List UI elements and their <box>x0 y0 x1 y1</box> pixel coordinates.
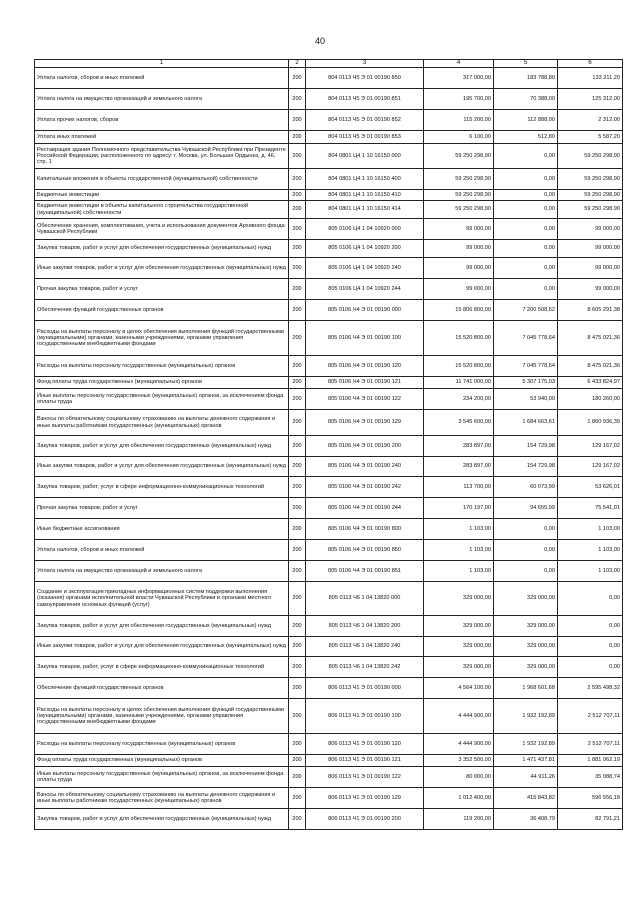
row-remaining: 99 000,00 <box>558 240 623 258</box>
table-row <box>35 788 623 809</box>
row-remaining: 99 000,00 <box>558 279 623 300</box>
row-remaining: 1 103,00 <box>558 519 623 540</box>
row-approved: 113 700,00 <box>424 477 494 498</box>
row-name: Иные бюджетные ассигнования <box>35 519 289 540</box>
row-remaining: 53 626,01 <box>558 477 623 498</box>
row-executed: 1 684 663,61 <box>494 410 558 436</box>
row-kbk: 805 0106 Ч4 Э 01 00190 120 <box>306 356 424 377</box>
row-name: Иные закупки товаров, работ и услуг для обеспечения государственных (муниципальных) нужд <box>35 457 289 477</box>
row-kbk: 804 0113 Ч5 Э 01 00190 851 <box>306 89 424 110</box>
row-code: 200 <box>289 144 306 169</box>
row-remaining: 59 250 298,90 <box>558 144 623 169</box>
row-kbk: 805 0106 Ч4 Э 01 00190 240 <box>306 457 424 477</box>
row-remaining: 6 433 824,97 <box>558 377 623 389</box>
row-kbk: 804 0801 Ц4 1 10 16150 410 <box>306 190 424 201</box>
row-approved: 329 000,00 <box>424 616 494 637</box>
row-remaining: 0,00 <box>558 616 623 637</box>
row-code: 200 <box>289 755 306 767</box>
row-kbk: 806 0113 Ч1 Э 01 00190 000 <box>306 678 424 699</box>
row-code: 200 <box>289 616 306 637</box>
row-remaining: 129 167,02 <box>558 436 623 457</box>
row-executed: 329 000,00 <box>494 657 558 678</box>
row-kbk: 804 0801 Ц4 1 10 16150 414 <box>306 201 424 219</box>
row-approved: 1 103,00 <box>424 561 494 582</box>
row-code: 200 <box>289 678 306 699</box>
row-kbk: 805 0106 Ч4 Э 01 00190 000 <box>306 300 424 321</box>
row-name: Обеспечение функций государственных органов <box>35 300 289 321</box>
row-executed: 0,00 <box>494 144 558 169</box>
row-name: Расходы на выплаты персоналу в целях обеспечения выполнения функций государственными (муниципальными) органами, казенными учреждениями, органами управления государственными внебюджетными фондами <box>35 321 289 356</box>
row-approved: 80 000,00 <box>424 767 494 788</box>
row-kbk: 805 0106 Ч4 Э 01 00190 851 <box>306 561 424 582</box>
row-code: 200 <box>289 410 306 436</box>
row-approved: 3 352 500,00 <box>424 755 494 767</box>
row-approved: 15 520 800,00 <box>424 321 494 356</box>
row-remaining: 35 088,74 <box>558 767 623 788</box>
row-executed: 1 932 192,89 <box>494 699 558 734</box>
row-remaining: 180 260,00 <box>558 389 623 410</box>
table-row <box>35 809 623 830</box>
row-approved: 1 012 400,00 <box>424 788 494 809</box>
row-name: Фонд оплаты труда государственных (муниципальных) органов <box>35 377 289 389</box>
row-name: Иные закупки товаров, работ и услуг для обеспечения государственных (муниципальных) нужд <box>35 637 289 657</box>
row-name: Фонд оплаты труда государственных (муниципальных) органов <box>35 755 289 767</box>
row-remaining: 5 587,20 <box>558 131 623 144</box>
table-row <box>35 389 623 410</box>
row-approved: 170 197,00 <box>424 498 494 519</box>
row-remaining: 99 000,00 <box>558 258 623 279</box>
row-executed: 329 000,00 <box>494 637 558 657</box>
table-row <box>35 498 623 519</box>
row-approved: 4 444 900,00 <box>424 699 494 734</box>
row-kbk: 806 0113 Ч1 Э 01 00190 120 <box>306 734 424 755</box>
row-name: Расходы на выплаты персоналу в целях обеспечения выполнения функций государственными (муниципальными) органами, казенными учреждениями, органами управления государственными внебюджетными фондами <box>35 699 289 734</box>
row-name: Взносы по обязательному социальному страхованию на выплаты денежного содержания и иные выплаты работникам государственных (муниципальных) органов <box>35 410 289 436</box>
row-name: Обеспечение хранения, комплектования, учета и использования документов Архивного фонда Чувашской Республики <box>35 219 289 240</box>
row-executed: 154 729,98 <box>494 457 558 477</box>
row-approved: 317 000,00 <box>424 68 494 89</box>
row-kbk: 805 0106 Ц4 1 04 10920 240 <box>306 258 424 279</box>
row-remaining: 1 103,00 <box>558 561 623 582</box>
row-code: 200 <box>289 457 306 477</box>
row-remaining: 125 312,00 <box>558 89 623 110</box>
table-row <box>35 436 623 457</box>
row-executed: 112 888,00 <box>494 110 558 131</box>
row-approved: 99 000,00 <box>424 258 494 279</box>
row-executed: 0,00 <box>494 561 558 582</box>
table-row <box>35 678 623 699</box>
row-code: 200 <box>289 300 306 321</box>
column-header: 5 <box>494 60 558 68</box>
row-remaining: 2 512 707,11 <box>558 734 623 755</box>
row-approved: 115 200,00 <box>424 110 494 131</box>
row-remaining: 75 541,01 <box>558 498 623 519</box>
row-executed: 1 932 192,89 <box>494 734 558 755</box>
row-kbk: 805 0106 Ч4 Э 01 00190 129 <box>306 410 424 436</box>
row-remaining: 2 312,00 <box>558 110 623 131</box>
row-executed: 0,00 <box>494 258 558 279</box>
row-executed: 70 388,00 <box>494 89 558 110</box>
table-row <box>35 240 623 258</box>
row-name: Иные выплаты персоналу государственных (муниципальных) органов, за исключением фонда оплаты труда <box>35 767 289 788</box>
row-name: Уплата прочих налогов, сборов <box>35 110 289 131</box>
row-code: 200 <box>289 279 306 300</box>
table-row <box>35 540 623 561</box>
table-row <box>35 637 623 657</box>
column-header: 3 <box>306 60 424 68</box>
row-code: 200 <box>289 89 306 110</box>
table-row <box>35 519 623 540</box>
row-executed: 0,00 <box>494 540 558 561</box>
row-kbk: 805 0106 Ч4 Э 01 00190 244 <box>306 498 424 519</box>
row-executed: 183 788,80 <box>494 68 558 89</box>
row-code: 200 <box>289 809 306 830</box>
row-kbk: 805 0113 Ч6 1 04 13820 200 <box>306 616 424 637</box>
row-approved: 1 103,00 <box>424 519 494 540</box>
row-kbk: 804 0801 Ц4 1 10 16150 400 <box>306 169 424 190</box>
budget-execution-table <box>34 59 623 830</box>
table-row <box>35 561 623 582</box>
row-kbk: 805 0106 Ц4 1 04 10920 200 <box>306 240 424 258</box>
row-remaining: 1 103,00 <box>558 540 623 561</box>
row-executed: 512,80 <box>494 131 558 144</box>
row-executed: 329 000,00 <box>494 616 558 637</box>
table-row <box>35 190 623 201</box>
row-name: Закупка товаров, работ и услуг для обеспечения государственных (муниципальных) нужд <box>35 436 289 457</box>
row-executed: 1 968 601,68 <box>494 678 558 699</box>
row-name: Закупка товаров, работ и услуг для обеспечения государственных (муниципальных) нужд <box>35 809 289 830</box>
row-remaining: 0,00 <box>558 582 623 616</box>
row-code: 200 <box>289 561 306 582</box>
table-row <box>35 300 623 321</box>
row-kbk: 805 0113 Ч6 1 04 13820 242 <box>306 657 424 678</box>
row-executed: 94 655,99 <box>494 498 558 519</box>
row-approved: 283 897,00 <box>424 436 494 457</box>
row-kbk: 806 0113 Ч1 Э 01 00190 129 <box>306 788 424 809</box>
row-kbk: 805 0106 Ч4 Э 01 00190 100 <box>306 321 424 356</box>
row-name: Бюджетные инвестиции в объекты капитального строительства государственной (муниципальной) собственности <box>35 201 289 219</box>
row-code: 200 <box>289 169 306 190</box>
row-name: Закупка товаров, работ, услуг в сфере информационно-коммуникационных технологий <box>35 477 289 498</box>
row-approved: 283 897,00 <box>424 457 494 477</box>
table-row <box>35 457 623 477</box>
row-name: Уплата налогов, сборов и иных платежей <box>35 68 289 89</box>
table-row <box>35 68 623 89</box>
row-approved: 59 250 298,90 <box>424 201 494 219</box>
row-executed: 7 200 508,62 <box>494 300 558 321</box>
table-row <box>35 258 623 279</box>
row-remaining: 1 881 062,19 <box>558 755 623 767</box>
table-row <box>35 377 623 389</box>
row-remaining: 99 000,00 <box>558 219 623 240</box>
row-code: 200 <box>289 377 306 389</box>
row-approved: 329 000,00 <box>424 657 494 678</box>
row-remaining: 0,00 <box>558 657 623 678</box>
row-approved: 15 520 800,00 <box>424 356 494 377</box>
row-remaining: 2 512 707,11 <box>558 699 623 734</box>
row-code: 200 <box>289 436 306 457</box>
row-approved: 234 200,00 <box>424 389 494 410</box>
row-executed: 5 307 175,03 <box>494 377 558 389</box>
row-remaining: 596 556,18 <box>558 788 623 809</box>
row-remaining: 8 605 291,38 <box>558 300 623 321</box>
row-code: 200 <box>289 540 306 561</box>
row-code: 200 <box>289 201 306 219</box>
row-kbk: 804 0113 Ч5 Э 01 00190 853 <box>306 131 424 144</box>
row-name: Прочая закупка товаров, работ и услуг <box>35 498 289 519</box>
row-approved: 99 000,00 <box>424 240 494 258</box>
row-name: Реставрация здания Полномочного представительства Чувашской Республики при Президенте Российской Федерации, расположенного по адресу: г. Москва, ул. Большая Ордынка, д. 46, стр. 1 <box>35 144 289 169</box>
row-executed: 36 408,79 <box>494 809 558 830</box>
row-code: 200 <box>289 219 306 240</box>
row-code: 200 <box>289 131 306 144</box>
row-remaining: 59 250 298,90 <box>558 201 623 219</box>
row-kbk: 806 0113 Ч1 Э 01 00190 122 <box>306 767 424 788</box>
row-name: Бюджетные инвестиции <box>35 190 289 201</box>
row-name: Иные выплаты персоналу государственных (муниципальных) органов, за исключением фонда оплаты труда <box>35 389 289 410</box>
row-executed: 53 940,00 <box>494 389 558 410</box>
table-row <box>35 201 623 219</box>
row-kbk: 806 0113 Ч1 Э 01 00190 200 <box>306 809 424 830</box>
table-row <box>35 279 623 300</box>
row-executed: 0,00 <box>494 201 558 219</box>
table-row <box>35 169 623 190</box>
row-kbk: 804 0113 Ч5 Э 01 00190 850 <box>306 68 424 89</box>
row-code: 200 <box>289 68 306 89</box>
row-approved: 59 250 298,90 <box>424 169 494 190</box>
row-remaining: 8 475 021,36 <box>558 356 623 377</box>
row-approved: 59 250 298,90 <box>424 190 494 201</box>
column-header: 1 <box>35 60 289 68</box>
table-row <box>35 767 623 788</box>
row-kbk: 804 0113 Ч5 Э 01 00190 852 <box>306 110 424 131</box>
row-approved: 3 545 600,00 <box>424 410 494 436</box>
row-name: Прочая закупка товаров, работ и услуг <box>35 279 289 300</box>
column-header: 6 <box>558 60 623 68</box>
row-code: 200 <box>289 356 306 377</box>
row-code: 200 <box>289 240 306 258</box>
table-body <box>35 68 623 830</box>
row-name: Расходы на выплаты персоналу государственных (муниципальных) органов <box>35 734 289 755</box>
row-code: 200 <box>289 190 306 201</box>
row-executed: 0,00 <box>494 519 558 540</box>
row-code: 200 <box>289 582 306 616</box>
row-approved: 4 564 100,00 <box>424 678 494 699</box>
column-header: 4 <box>424 60 494 68</box>
row-approved: 119 200,00 <box>424 809 494 830</box>
row-remaining: 0,00 <box>558 637 623 657</box>
table-row <box>35 755 623 767</box>
row-name: Капитальные вложения в объекты государственной (муниципальной) собственности <box>35 169 289 190</box>
row-approved: 1 103,00 <box>424 540 494 561</box>
row-approved: 4 444 900,00 <box>424 734 494 755</box>
table-row <box>35 321 623 356</box>
row-code: 200 <box>289 110 306 131</box>
row-kbk: 805 0106 Ч4 Э 01 00190 850 <box>306 540 424 561</box>
table-row <box>35 582 623 616</box>
row-name: Закупка товаров, работ и услуг для обеспечения государственных (муниципальных) нужд <box>35 240 289 258</box>
row-name: Закупка товаров, работ и услуг для обеспечения государственных (муниципальных) нужд <box>35 616 289 637</box>
row-approved: 99 000,00 <box>424 219 494 240</box>
row-name: Уплата иных платежей <box>35 131 289 144</box>
row-code: 200 <box>289 657 306 678</box>
row-code: 200 <box>289 498 306 519</box>
row-code: 200 <box>289 637 306 657</box>
row-code: 200 <box>289 519 306 540</box>
table-row <box>35 616 623 637</box>
row-approved: 11 741 000,00 <box>424 377 494 389</box>
row-approved: 99 000,00 <box>424 279 494 300</box>
row-executed: 154 729,98 <box>494 436 558 457</box>
row-code: 200 <box>289 788 306 809</box>
row-approved: 195 700,00 <box>424 89 494 110</box>
row-name: Расходы на выплаты персоналу государственных (муниципальных) органов <box>35 356 289 377</box>
row-name: Создание и эксплуатация прикладных информационных систем поддержки выполнения (оказания) органами исполнительной власти Чувашской Республики и органами местного самоуправления основных функций (услуг) <box>35 582 289 616</box>
table-row <box>35 356 623 377</box>
row-code: 200 <box>289 767 306 788</box>
row-name: Уплата налогов, сборов и иных платежей <box>35 540 289 561</box>
row-kbk: 805 0106 Ц4 1 04 10920 244 <box>306 279 424 300</box>
table-row <box>35 699 623 734</box>
row-name: Уплата налога на имущество организаций и земельного налога <box>35 561 289 582</box>
row-kbk: 805 0106 Ч4 Э 01 00190 200 <box>306 436 424 457</box>
row-kbk: 806 0113 Ч1 Э 01 00190 100 <box>306 699 424 734</box>
row-approved: 329 000,00 <box>424 582 494 616</box>
row-kbk: 805 0106 Ч4 Э 01 00190 121 <box>306 377 424 389</box>
row-code: 200 <box>289 321 306 356</box>
row-code: 200 <box>289 699 306 734</box>
row-executed: 7 045 778,64 <box>494 321 558 356</box>
row-approved: 6 100,00 <box>424 131 494 144</box>
row-remaining: 59 250 298,90 <box>558 190 623 201</box>
row-approved: 15 806 800,00 <box>424 300 494 321</box>
row-executed: 0,00 <box>494 279 558 300</box>
table-row <box>35 657 623 678</box>
row-remaining: 82 791,21 <box>558 809 623 830</box>
row-approved: 59 250 298,90 <box>424 144 494 169</box>
row-kbk: 805 0106 Ч4 Э 01 00190 242 <box>306 477 424 498</box>
row-code: 200 <box>289 258 306 279</box>
row-remaining: 133 211,20 <box>558 68 623 89</box>
row-executed: 415 843,82 <box>494 788 558 809</box>
row-kbk: 804 0801 Ц4 1 10 16150 000 <box>306 144 424 169</box>
row-executed: 44 911,26 <box>494 767 558 788</box>
row-kbk: 805 0106 Ч4 Э 01 00190 122 <box>306 389 424 410</box>
row-executed: 0,00 <box>494 240 558 258</box>
row-remaining: 8 475 021,36 <box>558 321 623 356</box>
row-code: 200 <box>289 734 306 755</box>
row-executed: 0,00 <box>494 190 558 201</box>
row-name: Взносы по обязательному социальному страхованию на выплаты денежного содержания и иные выплаты работникам государственных (муниципальных) органов <box>35 788 289 809</box>
row-kbk: 805 0113 Ч6 1 04 13820 000 <box>306 582 424 616</box>
row-code: 200 <box>289 477 306 498</box>
row-code: 200 <box>289 389 306 410</box>
row-name: Уплата налога на имущество организаций и земельного налога <box>35 89 289 110</box>
row-executed: 60 073,99 <box>494 477 558 498</box>
row-executed: 1 471 437,81 <box>494 755 558 767</box>
row-kbk: 806 0113 Ч1 Э 01 00190 121 <box>306 755 424 767</box>
table-row <box>35 131 623 144</box>
row-kbk: 805 0106 Ч4 Э 01 00190 800 <box>306 519 424 540</box>
table-row <box>35 410 623 436</box>
row-executed: 7 045 778,64 <box>494 356 558 377</box>
row-name: Обеспечение функций государственных органов <box>35 678 289 699</box>
header-row <box>35 60 623 68</box>
column-header: 2 <box>289 60 306 68</box>
row-name: Иные закупки товаров, работ и услуг для обеспечения государственных (муниципальных) нужд <box>35 258 289 279</box>
row-remaining: 59 250 298,90 <box>558 169 623 190</box>
row-approved: 329 000,00 <box>424 637 494 657</box>
row-name: Закупка товаров, работ, услуг в сфере информационно-коммуникационных технологий <box>35 657 289 678</box>
row-executed: 0,00 <box>494 169 558 190</box>
table-row <box>35 89 623 110</box>
row-kbk: 805 0113 Ч6 1 04 13820 240 <box>306 637 424 657</box>
page-number: 40 <box>314 36 325 46</box>
row-remaining: 1 860 936,39 <box>558 410 623 436</box>
row-remaining: 2 595 498,32 <box>558 678 623 699</box>
table-row <box>35 734 623 755</box>
row-executed: 329 000,00 <box>494 582 558 616</box>
row-remaining: 129 167,02 <box>558 457 623 477</box>
row-kbk: 805 0106 Ц4 1 04 10920 000 <box>306 219 424 240</box>
table-row <box>35 144 623 169</box>
row-executed: 0,00 <box>494 219 558 240</box>
table-row <box>35 219 623 240</box>
table-row <box>35 477 623 498</box>
table-row <box>35 110 623 131</box>
